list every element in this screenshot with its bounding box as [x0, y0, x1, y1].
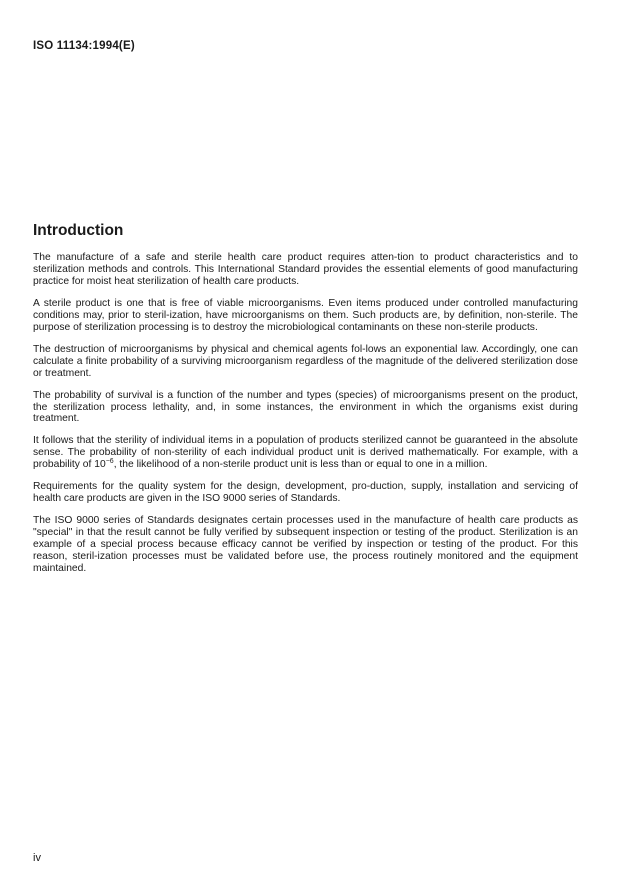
paragraph: The manufacture of a safe and sterile health care product requires atten-tion to product characteristics and to sterilization methods and controls. This International Standard provides the essential elements of good manufacturing practice for moist heat sterilization of health care products. — [33, 252, 578, 287]
document-id: ISO 11134:1994(E) — [33, 40, 135, 52]
paragraph — [33, 435, 578, 471]
paragraph: The ISO 9000 series of Standards designates certain processes used in the manufacture of health care products as "special" in that the result cannot be fully verified by subsequent inspection or testing of the product. Sterilization is an example of a special process because efficacy cannot be verified by inspection or testing of the product. For this reason, steril-ization processes must be validated before use, the process routinely monitored and the equipment maintained. — [33, 515, 578, 575]
paragraph-text: , the likelihood of a non-sterile product unit is less than or equal to one in a million. — [113, 459, 488, 471]
paragraph-text: It follows that the sterility of individual items in a population of products sterilized cannot be guaranteed in the absolute sense. The probability of non-sterility of each individual product unit is derived mathematically. For example, with a probability of 10 — [33, 435, 578, 471]
introduction-body — [33, 252, 578, 585]
paragraph: Requirements for the quality system for the design, development, pro-duction, supply, installation and servicing of health care products are given in the ISO 9000 series of Standards. — [33, 481, 578, 505]
paragraph: The destruction of microorganisms by physical and chemical agents fol-lows an exponential law. Accordingly, one can calculate a finite probability of a surviving microorganism regardless of the magnitude of the delivered sterilization dose or treatment. — [33, 343, 578, 379]
page-number: iv — [33, 852, 41, 864]
section-title: Introduction — [33, 222, 124, 239]
paragraph: The probability of survival is a function of the number and types (species) of microorganisms present on the product, the sterilization process lethality, and, in some instances, the environment in which the organisms exist during treatment. — [33, 389, 578, 425]
exponent: −6 — [105, 458, 114, 466]
paragraph: A sterile product is one that is free of viable microorganisms. Even items produced under controlled manufacturing conditions may, prior to steril-ization, have microorganisms on them. Such products are, by definition, non-sterile. The purpose of sterilization processing is to destroy the microbiological contaminants on these non-sterile products. — [33, 297, 578, 333]
